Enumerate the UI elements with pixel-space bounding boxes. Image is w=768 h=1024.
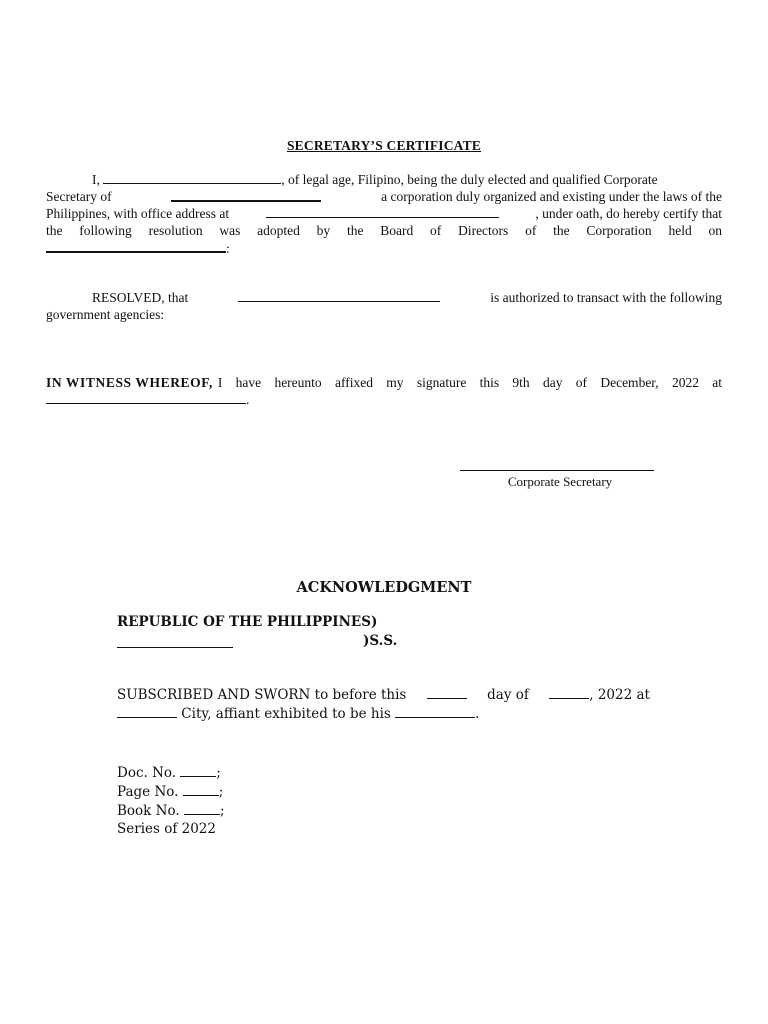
venue-blank[interactable]: [117, 633, 233, 648]
signature-label: Corporate Secretary: [507, 474, 613, 489]
p1-under-oath: , under oath, do hereby certify that: [535, 206, 722, 221]
ss-label: )S.S.: [363, 633, 398, 649]
corporation-name-blank[interactable]: [171, 188, 321, 202]
series-line: Series of 2022: [117, 821, 216, 837]
p1-secretary-of: Secretary of: [46, 189, 112, 204]
p1-legal-age-text: , of legal age, Filipino, being the duly elected and qualified Corporate: [281, 172, 658, 187]
p1-intro: I,: [92, 172, 100, 187]
id-blank[interactable]: [395, 705, 475, 718]
witness-heading: IN WITNESS WHEREOF,: [46, 375, 213, 390]
certificate-title: SECRETARY’S CERTIFICATE: [286, 138, 482, 153]
resolved-paragraph: [46, 289, 722, 323]
page-no-line: [117, 783, 223, 800]
page-no-label: Page No.: [117, 784, 179, 800]
acknowledgment-title: ACKNOWLEDGMENT: [296, 579, 472, 596]
doc-no-label: Doc. No.: [117, 765, 177, 781]
p1-corporation-text: a corporation duly organized and existing under the laws of the: [381, 189, 722, 204]
witness-end: .: [246, 392, 250, 407]
signature-line[interactable]: [460, 470, 654, 471]
book-no-label: Book No.: [117, 803, 180, 819]
sworn-intro: SUBSCRIBED AND SWORN to before this: [117, 687, 407, 703]
resolved-intro: RESOLVED, that: [92, 290, 189, 305]
resolved-agencies-text: government agencies:: [46, 307, 165, 322]
doc-no-blank[interactable]: [180, 764, 216, 777]
sworn-paragraph: [117, 686, 650, 724]
resolved-authorized-text: is authorized to transact with the following: [490, 290, 722, 305]
secretary-name-blank[interactable]: [103, 171, 281, 184]
page-no-blank[interactable]: [183, 783, 219, 796]
p1-resolution-text: the following resolution was adopted by the Board of Directors of the Corporation held on: [46, 223, 722, 238]
sworn-city-blank[interactable]: [117, 705, 177, 718]
p1-office-address: Philippines, with office address at: [46, 206, 230, 221]
page-no-semicolon: ;: [218, 784, 224, 800]
witness-paragraph: [46, 374, 722, 408]
sworn-end: .: [475, 706, 480, 722]
sworn-city-text: City, affiant exhibited to be his: [181, 706, 391, 722]
p1-colon: :: [226, 241, 230, 256]
book-no-blank[interactable]: [184, 802, 220, 815]
sworn-month-blank[interactable]: [549, 686, 589, 699]
book-no-line: [117, 802, 225, 819]
office-address-blank[interactable]: [266, 205, 499, 218]
republic-line: REPUBLIC OF THE PHILIPPINES): [117, 614, 378, 630]
signing-place-blank[interactable]: [46, 391, 246, 404]
doc-no-line: [117, 764, 221, 781]
sworn-day-of: day of: [487, 687, 529, 703]
witness-text: I have hereunto affixed my signature this 9th day of December, 2022 at: [217, 375, 722, 390]
authorized-person-blank[interactable]: [238, 289, 440, 302]
book-no-semicolon: ;: [219, 803, 225, 819]
sworn-day-blank[interactable]: [427, 686, 467, 699]
sworn-year-at: , 2022 at: [589, 687, 650, 703]
meeting-date-blank[interactable]: [46, 239, 226, 253]
doc-no-semicolon: ;: [216, 765, 221, 781]
certificate-paragraph-1: [46, 171, 722, 257]
